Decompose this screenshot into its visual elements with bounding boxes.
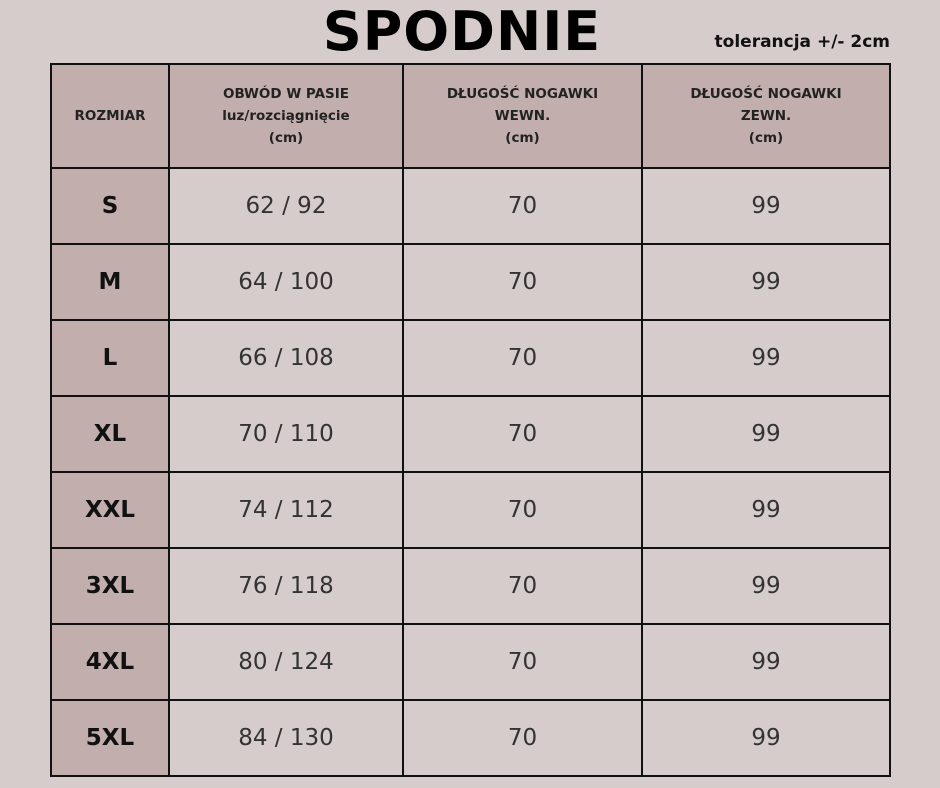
size-cell: XL [51, 396, 169, 472]
header-outseam-line: (cm) [748, 130, 784, 146]
waist-cell: 76 / 118 [169, 548, 403, 624]
inseam-cell: 70 [403, 624, 642, 700]
outseam-cell: 99 [642, 700, 890, 776]
size-cell: XXL [51, 472, 169, 548]
table-row [51, 548, 890, 624]
inseam-cell: 70 [403, 472, 642, 548]
header-inseam [403, 64, 642, 168]
header-row [51, 64, 890, 168]
waist-cell: 66 / 108 [169, 320, 403, 396]
table-row [51, 168, 890, 244]
inseam-cell: 70 [403, 168, 642, 244]
table-row [51, 624, 890, 700]
table-row [51, 472, 890, 548]
table-row [51, 244, 890, 320]
header-size [51, 64, 169, 168]
waist-cell: 74 / 112 [169, 472, 403, 548]
table-row [51, 396, 890, 472]
inseam-cell: 70 [403, 244, 642, 320]
header-waist-line: luz/rozciągnięcie [222, 108, 350, 124]
size-cell: 5XL [51, 700, 169, 776]
size-cell: L [51, 320, 169, 396]
header-inseam-line: DŁUGOŚĆ NOGAWKI [446, 86, 599, 102]
header-outseam-line: DŁUGOŚĆ NOGAWKI [690, 86, 842, 102]
header-outseam-line: ZEWN. [740, 108, 792, 124]
inseam-cell: 70 [403, 700, 642, 776]
header-size-line: ROZMIAR [74, 108, 146, 124]
tolerance-note: tolerancja +/- 2cm [714, 32, 890, 52]
header-inseam-line: WEWN. [494, 108, 551, 124]
size-cell: 4XL [51, 624, 169, 700]
outseam-cell: 99 [642, 396, 890, 472]
header-waist-line: OBWÓD W PASIE [223, 86, 349, 102]
inseam-cell: 70 [403, 396, 642, 472]
waist-cell: 80 / 124 [169, 624, 403, 700]
table-row [51, 320, 890, 396]
outseam-cell: 99 [642, 548, 890, 624]
page-title: SPODNIE [322, 0, 602, 63]
table-row [51, 700, 890, 776]
waist-cell: 62 / 92 [169, 168, 403, 244]
inseam-cell: 70 [403, 548, 642, 624]
size-cell: M [51, 244, 169, 320]
header-waist [169, 64, 403, 168]
header-waist-line: (cm) [268, 130, 304, 146]
outseam-cell: 99 [642, 472, 890, 548]
waist-cell: 84 / 130 [169, 700, 403, 776]
outseam-cell: 99 [642, 168, 890, 244]
header-inseam-line: (cm) [505, 130, 540, 146]
size-chart-table [50, 63, 891, 777]
size-cell: 3XL [51, 548, 169, 624]
waist-cell: 64 / 100 [169, 244, 403, 320]
outseam-cell: 99 [642, 624, 890, 700]
size-cell: S [51, 168, 169, 244]
waist-cell: 70 / 110 [169, 396, 403, 472]
outseam-cell: 99 [642, 244, 890, 320]
outseam-cell: 99 [642, 320, 890, 396]
header-outseam [642, 64, 890, 168]
inseam-cell: 70 [403, 320, 642, 396]
